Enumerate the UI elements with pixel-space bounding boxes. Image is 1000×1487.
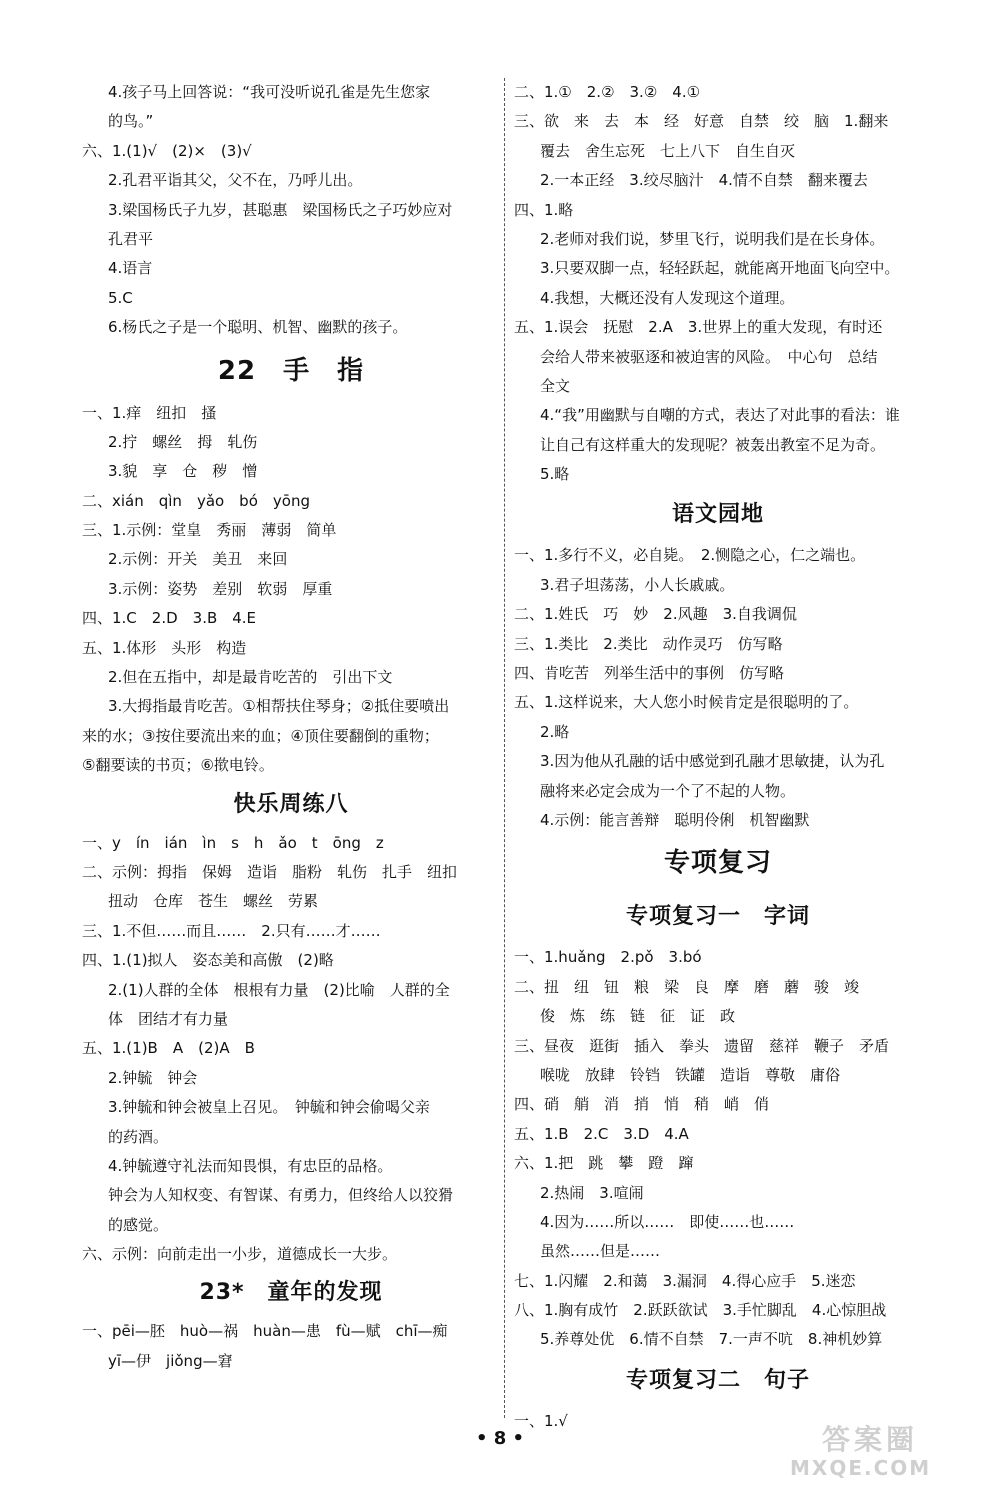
answer-line: 一、1.多行不义，必自毙。 2.恻隐之心，仁之端也。 (514, 546, 866, 565)
answer-line: 一、1.痒 纽扣 搔 (82, 403, 217, 422)
answer-line: 融将来必定会成为一个了不起的人物。 (540, 781, 796, 800)
answer-line: 2.但在五指中，却是最肯吃苦的 引出下文 (108, 668, 393, 687)
answer-line: 五、1.误会 抚慰 2.A 3.世界上的重大发现，有时还 (514, 318, 883, 337)
answer-line: 俊 炼 练 链 征 证 政 (540, 1007, 736, 1026)
section-heading: 专项复习 (663, 848, 772, 879)
answer-line: 四、1.(1)拟人 姿态美和高傲 (2)略 (82, 951, 334, 970)
answer-line: 虽然……但是…… (540, 1242, 661, 1261)
answer-line: 3.大拇指最肯吃苦。①相帮扶住琴身；②抵住要喷出 (108, 697, 450, 716)
answer-line: 八、1.胸有成竹 2.跃跃欲试 3.手忙脚乱 4.心惊胆战 (514, 1301, 887, 1320)
answer-line: 2.孔君平诣其父，父不在，乃呼儿出。 (108, 171, 363, 190)
answer-line: 6.杨氏之子是一个聪明、机智、幽默的孩子。 (108, 318, 408, 337)
answer-line: 2.略 (540, 722, 570, 741)
answer-line: 五、1.B 2.C 3.D 4.A (514, 1124, 689, 1143)
answer-line: 的药酒。 (108, 1127, 169, 1146)
answer-line: 二、xián qìn yǎo bó yōng (82, 491, 310, 510)
answer-line: 钟会为人知权变、有智谋、有勇力，但终给人以狡猾 (108, 1186, 454, 1205)
answer-line: 二、1.姓氏 巧 妙 2.风趣 3.自我调侃 (514, 605, 797, 624)
answer-line: 七、1.闪耀 2.和蔼 3.漏洞 4.得心应手 5.迷恋 (514, 1271, 856, 1290)
answer-line: 三、欲 来 去 本 经 好意 自禁 绞 脑 1.翻来 (514, 112, 889, 131)
answer-line: 孔君平 (108, 229, 154, 248)
section-heading: 语文园地 (671, 502, 764, 528)
answer-line: 四、1.C 2.D 3.B 4.E (82, 609, 257, 628)
page-number: • 8 • (475, 1428, 525, 1449)
answer-line: 4.语言 (108, 259, 153, 278)
answer-line: 四、肯吃苦 列举生活中的事例 仿写略 (514, 664, 785, 683)
answer-line: 六、示例：向前走出一小步，道德成长一大步。 (82, 1245, 398, 1264)
answer-line: 2.示例：开关 美丑 来回 (108, 550, 288, 569)
answer-line: 覆去 舍生忘死 七上八下 自生自灭 (540, 141, 796, 160)
answer-line: 的感觉。 (108, 1215, 169, 1234)
column-divider (504, 78, 505, 1418)
answer-line: 扭动 仓库 苍生 螺丝 劳累 (108, 892, 319, 911)
answer-line: 3.貌 享 仓 秽 憎 (108, 462, 258, 481)
answer-line: 5.养尊处优 6.情不自禁 7.一声不吭 8.神机妙算 (540, 1330, 883, 1349)
answer-line: 五、1.(1)B A (2)A B (82, 1039, 255, 1058)
answer-line: 三、1.类比 2.类比 动作灵巧 仿写略 (514, 634, 783, 653)
answer-line: 4.我想，大概还没有人发现这个道理。 (540, 288, 795, 307)
answer-line: 六、1.(1)√ (2)× (3)√ (82, 141, 252, 160)
answer-line: 3.只要双脚一点，轻轻跃起，就能离开地面飞向空中。 (540, 259, 900, 278)
section-heading: 23* 童年的发现 (199, 1280, 383, 1306)
answer-line: 一、1.√ (514, 1411, 568, 1430)
answer-line: 体 团结才有力量 (108, 1009, 229, 1028)
right-column (514, 78, 922, 1436)
answer-line: 一、pēi—胚 huò—祸 huàn—患 fù—赋 chī—痴 (82, 1322, 448, 1341)
answer-line: ⑤翻要读的书页；⑥揿电铃。 (82, 756, 274, 775)
watermark-text: 答案圈 (822, 1423, 919, 1456)
answer-line: 二、扭 纽 钮 粮 梁 良 摩 磨 蘑 骏 竣 (514, 977, 860, 996)
answer-line: 2.拧 螺丝 拇 轧伤 (108, 432, 258, 451)
answer-line: 3.钟毓和钟会被皇上召见。 钟毓和钟会偷喝父亲 (108, 1098, 430, 1117)
answer-line: 4.“我”用幽默与自嘲的方式，表达了对此事的看法：谁 (540, 406, 900, 425)
answer-line: 2.一本正经 3.绞尽脑汁 4.情不自禁 翻来覆去 (540, 171, 868, 190)
answer-line: 4.孩子马上回答说：“我可没听说孔雀是先生您家 (108, 83, 431, 101)
answer-line: 2.热闹 3.喧闹 (540, 1183, 644, 1202)
answer-line: 4.因为……所以…… 即使……也…… (540, 1212, 795, 1231)
answer-line: 会给人带来被驱逐和被迫害的风险。 中心句 总结 (540, 347, 878, 366)
answer-line: 3.示例：姿势 差别 软弱 厚重 (108, 579, 333, 598)
answer-line: 全文 (540, 376, 571, 395)
answer-line: 3.君子坦荡荡，小人长戚戚。 (540, 575, 735, 594)
answer-line: 让自己有这样重大的发现呢？被轰出教室不足为奇。 (540, 435, 886, 454)
answer-line: 的鸟。” (108, 112, 154, 131)
answer-line: 四、1.略 (514, 200, 574, 219)
answer-line: 一、y ín ián ìn s h ǎo t ōng z (82, 833, 384, 852)
section-heading: 22 手 指 (217, 355, 365, 386)
answer-line: 四、硝 艄 消 捎 悄 稍 峭 俏 (514, 1095, 770, 1114)
answer-line: 五、1.这样说来，大人您小时候肯定是很聪明的了。 (514, 693, 859, 712)
section-heading: 快乐周练八 (233, 791, 349, 817)
answer-line: 2.(1)人群的全体 根根有力量 (2)比喻 人群的全 (108, 980, 450, 999)
watermark-url: MXQE.COM (790, 1456, 932, 1480)
answer-line: 三、1.示例：堂皇 秀丽 薄弱 简单 (82, 521, 337, 540)
answer-line: 4.示例：能言善辩 聪明伶俐 机智幽默 (540, 810, 810, 829)
answer-line: 4.钟毓遵守礼法而知畏惧，有忠臣的品格。 (108, 1156, 393, 1175)
answer-line: 三、1.不但……而且…… 2.只有……才…… (82, 921, 381, 940)
answer-line: 二、1.① 2.② 3.② 4.① (514, 83, 701, 101)
section-heading: 专项复习一 字词 (625, 904, 810, 930)
answer-line: 一、1.huǎng 2.pǒ 3.bó (514, 948, 702, 967)
answer-line: 二、示例：拇指 保姆 造诣 脂粉 轧伤 扎手 纽扣 (82, 862, 458, 881)
section-heading: 专项复习二 句子 (625, 1367, 810, 1393)
answer-line: 5.略 (540, 465, 570, 484)
answer-line: 3.梁国杨氏子九岁，甚聪惠 梁国杨氏之子巧妙应对 (108, 200, 453, 219)
answer-line: 三、昼夜 逛街 插入 拳头 遗留 慈祥 鞭子 矛盾 (514, 1036, 890, 1055)
answer-line: 来的水；③按住要流出来的血；④顶住要翻倒的重物； (82, 726, 439, 745)
answer-line: 喉咙 放肆 铃铛 铁罐 造诣 尊敬 庸俗 (540, 1065, 841, 1084)
answer-line: 5.C (108, 288, 133, 307)
answer-line: 六、1.把 跳 攀 蹬 蹿 (514, 1154, 694, 1173)
answer-line: yī—伊 jiǒng—窘 (108, 1351, 233, 1370)
watermark-logo (772, 1418, 972, 1478)
answer-line: 3.因为他从孔融的话中感觉到孔融才思敏捷，认为孔 (540, 752, 885, 771)
answer-line: 2.钟毓 钟会 (108, 1068, 198, 1087)
left-column (82, 78, 500, 1376)
answer-line: 五、1.体形 头形 构造 (82, 638, 247, 657)
answer-line: 2.老师对我们说，梦里飞行，说明我们是在长身体。 (540, 229, 885, 248)
